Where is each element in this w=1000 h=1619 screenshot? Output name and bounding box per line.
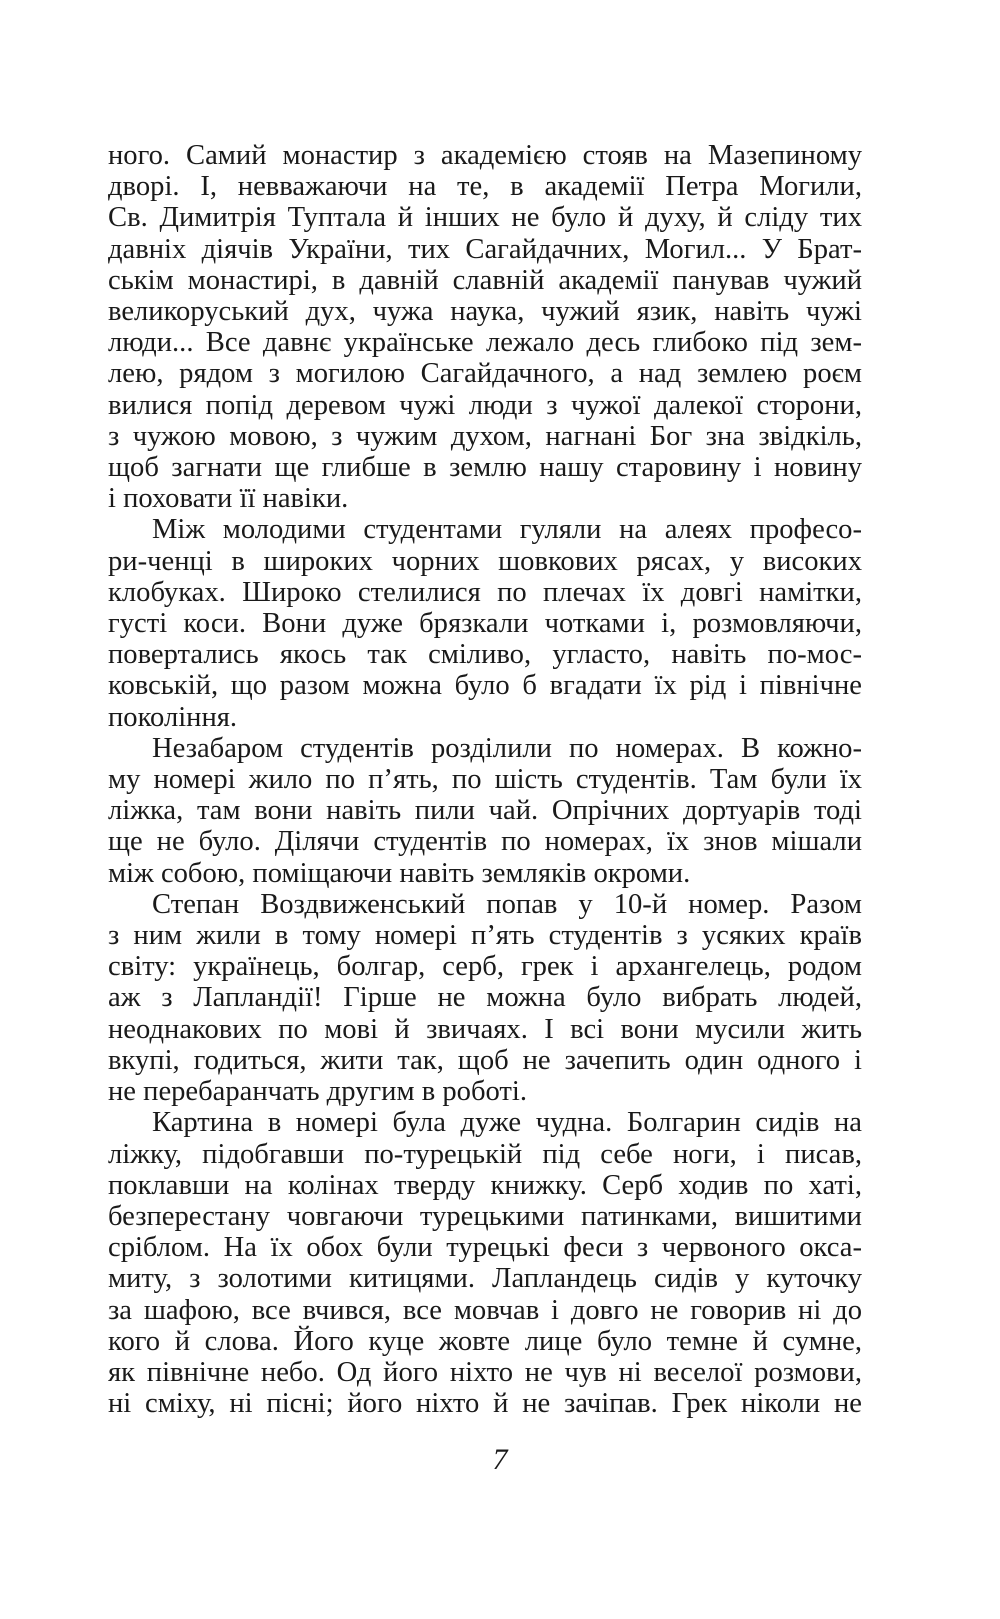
text-line: ковській, що разом можна було б вгадати їх рід і північне xyxy=(108,670,862,702)
text-line: аж з Лапландії! Гірше не можна було вибрать людей, xyxy=(108,982,862,1014)
text-line: поклавши на колінах тверду книжку. Серб ходив по хаті, xyxy=(108,1169,862,1201)
paragraph-4 xyxy=(108,889,862,1107)
text-line: неоднакових по мові й звичаях. І всі вони мусили жить xyxy=(108,1013,862,1045)
text-line: ри-ченці в широких чорних шовкових рясах, у високих xyxy=(108,545,862,577)
text-line: вкупі, годиться, жити так, щоб не зачепить один одного і xyxy=(108,1044,862,1076)
text-line: давніх діячів України, тих Сагайдачних, Могил... У Брат- xyxy=(108,233,862,265)
text-line: ліжка, там вони навіть пили чай. Опрічних дортуарів тоді xyxy=(108,795,862,827)
text-line: миту, з золотими китицями. Лапландець сидів у куточку xyxy=(108,1263,862,1295)
text-line: з чужою мовою, з чужим духом, нагнані Бог зна звідкіль, xyxy=(108,420,862,452)
text-line: не перебаранчать другим в роботі. xyxy=(108,1076,528,1108)
text-line: безперестану човгаючи турецькими патинками, вишитими xyxy=(108,1200,862,1232)
text-line: Незабаром студентів розділили по номерах. В кожно- xyxy=(152,732,862,764)
paragraph-5 xyxy=(108,1107,862,1419)
text-line: за шафою, все вчився, все мовчав і довго не говорив ні до xyxy=(108,1294,862,1326)
text-line: вилися попід деревом чужі люди з чужої далекої сторони, xyxy=(108,389,862,421)
page-number: 7 xyxy=(492,1443,508,1476)
paragraph-3 xyxy=(108,733,862,889)
text-line: великоруський дух, чужа наука, чужий язик, навіть чужі xyxy=(108,296,862,328)
text-line: му номері жило по п’ять, по шість студентів. Там були їх xyxy=(108,764,862,796)
text-line: ськім монастирі, в давній славній академії панував чужий xyxy=(108,264,862,296)
text-line: Св. Димитрія Туптала й інших не було й духу, й сліду тих xyxy=(108,202,862,234)
text-line: як північне небо. Од його ніхто не чув ні веселої розмови, xyxy=(108,1356,862,1388)
text-line: світу: українець, болгар, серб, грек і архангелець, родом xyxy=(108,951,862,983)
text-line: ліжку, підобгавши по-турецькій під себе ноги, і писав, xyxy=(108,1138,862,1170)
text-line: з ним жили в тому номері п’ять студентів з усяких країв xyxy=(108,920,862,952)
text-line: сріблом. На їх обох були турецькі феси з червоного окса- xyxy=(108,1232,862,1264)
text-line: дворі. І, невважаючи на те, в академії Петра Могили, xyxy=(108,171,862,203)
text-line: кого й слова. Його куце жовте лице було темне й сумне, xyxy=(108,1325,862,1357)
text-line: повертались якось так сміливо, угласто, навіть по-мос- xyxy=(108,639,862,671)
text-line: ного. Самий монастир з академією стояв на Мазепиному xyxy=(108,140,862,171)
paragraph-1 xyxy=(108,140,862,514)
text-line: між собою, поміщаючи навіть земляків окроми. xyxy=(108,857,691,889)
text-line: ні сміху, ні пісні; його ніхто й не зачіпав. Грек ніколи не xyxy=(108,1388,862,1420)
text-line: лею, рядом з могилою Сагайдачного, а над землею роєм xyxy=(108,358,862,390)
text-line: щоб загнати ще глибше в землю нашу старовину і новину xyxy=(108,452,862,484)
paragraph-2 xyxy=(108,514,862,732)
text-line: клобуках. Широко стелилися по плечах їх довгі намітки, xyxy=(108,576,862,608)
text-line: ще не було. Ділячи студентів по номерах, їх знов мішали xyxy=(108,826,862,858)
text-line: люди... Все давнє українське лежало десь глибоко під зем- xyxy=(108,327,862,359)
page-body-text xyxy=(108,140,862,1419)
text-line: і поховати її навіки. xyxy=(108,483,349,515)
text-line: густі коси. Вони дуже брязкали чотками і, розмовляючи, xyxy=(108,608,862,640)
text-line: Між молодими студентами гуляли на алеях професо- xyxy=(152,514,862,546)
text-line: Картина в номері була дуже чудна. Болгарин сидів на xyxy=(152,1107,862,1139)
text-line: Степан Воздвиженський попав у 10-й номер. Разом xyxy=(152,888,862,920)
text-line: покоління. xyxy=(108,701,238,733)
